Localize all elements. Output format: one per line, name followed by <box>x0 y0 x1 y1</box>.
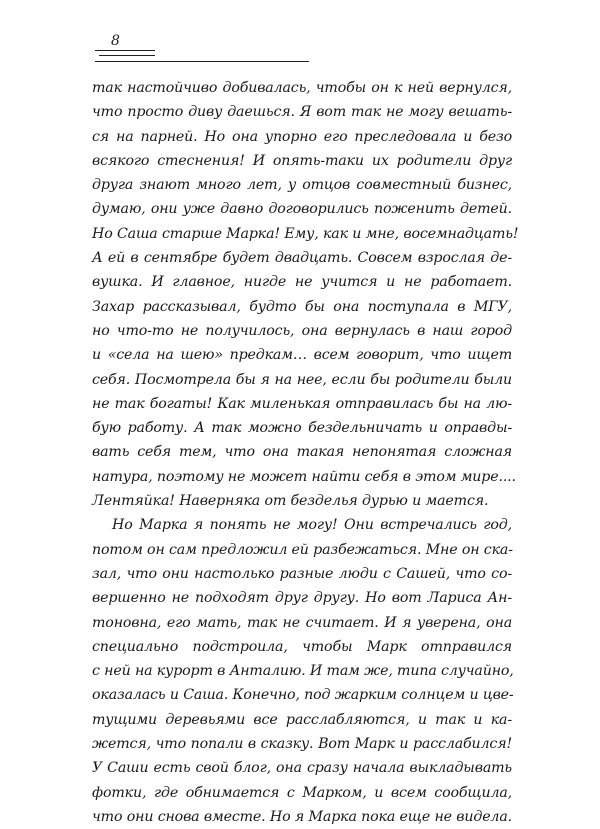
text-line: что они снова вместе. Но я Марка пока еще не видела. <box>92 808 512 825</box>
body-text <box>92 76 519 829</box>
text-line: специально подстроила, чтобы Марк отправился <box>92 638 512 655</box>
text-line: не так богаты! Как миленькая отправилась бы на лю- <box>92 395 512 412</box>
text-line: друга знают много лет, у отцов совместный бизнес, <box>92 177 512 194</box>
text-line: Но Марка я понять не могу! Они встречались год, <box>112 517 512 534</box>
text-line: У Саши есть свой блог, она сразу начала выкладывать <box>92 760 512 777</box>
text-line: жется, что попали в сказку. Вот Марк и расслабился! <box>92 736 512 753</box>
text-line: А ей в сентябре будет двадцать. Совсем взрослая де- <box>92 250 512 267</box>
text-line: вершенно не подходят друг другу. Но вот Лариса Ан- <box>92 590 512 607</box>
page-number: 8 <box>111 33 120 49</box>
text-line: зал, что они настолько разные люди с Сашей, что со- <box>92 565 512 582</box>
header-rule-middle <box>99 55 155 56</box>
text-line: ся на парней. Но она упорно его преследовала и безо <box>92 128 512 145</box>
text-line: Захар рассказывал, будто бы она поступала в МГУ, <box>92 298 512 315</box>
text-line: Лентяйка! Наверняка от безделья дурью и мается. <box>92 493 489 510</box>
text-line: тущими деревьями все расслабляются, и так и ка- <box>92 711 512 728</box>
text-line: и «села на шею» предкам… всем говорит, что ищет <box>92 347 512 364</box>
header-rule-long <box>95 61 309 62</box>
text-line: оказалась и Саша. Конечно, под жарким солнцем и цве- <box>92 687 514 704</box>
text-line: что просто диву даешься. Я вот так не могу вешать- <box>92 104 512 121</box>
text-line: тоновна, его мать, так не считает. И я уверена, она <box>92 614 512 631</box>
text-line: Но Саша старше Марка! Ему, как и мне, восемнадцать! <box>92 225 519 242</box>
text-line: думаю, они уже давно договорились поженить детей. <box>92 201 512 218</box>
text-line: всякого стеснения! И опять-таки их родители друг <box>92 152 512 169</box>
text-line: так настойчиво добивалась, чтобы он к ней вернулся, <box>92 80 512 96</box>
text-line: себя. Посмотрела бы я на нее, если бы родители были <box>92 371 512 388</box>
text-line: фотки, где обнимается с Марком, и всем сообщила, <box>92 784 512 801</box>
text-line: потом он сам предложил ей разбежаться. Мне он ска- <box>92 541 513 558</box>
text-line: натура, поэтому не может найти себя в этом мире.... <box>92 468 516 485</box>
header-rule-short <box>95 50 155 51</box>
text-line: вушка. И главное, нигде не учится и не работает. <box>92 274 512 291</box>
text-line: с ней на курорт в Анталию. И там же, типа случайно, <box>92 663 514 680</box>
text-line: бую работу. А так можно бездельничать и оправды- <box>92 420 512 437</box>
text-line: вать себя тем, что она такая непонятая сложная <box>92 444 512 461</box>
text-line: но что-то не получилось, она вернулась в наш город <box>92 322 512 339</box>
